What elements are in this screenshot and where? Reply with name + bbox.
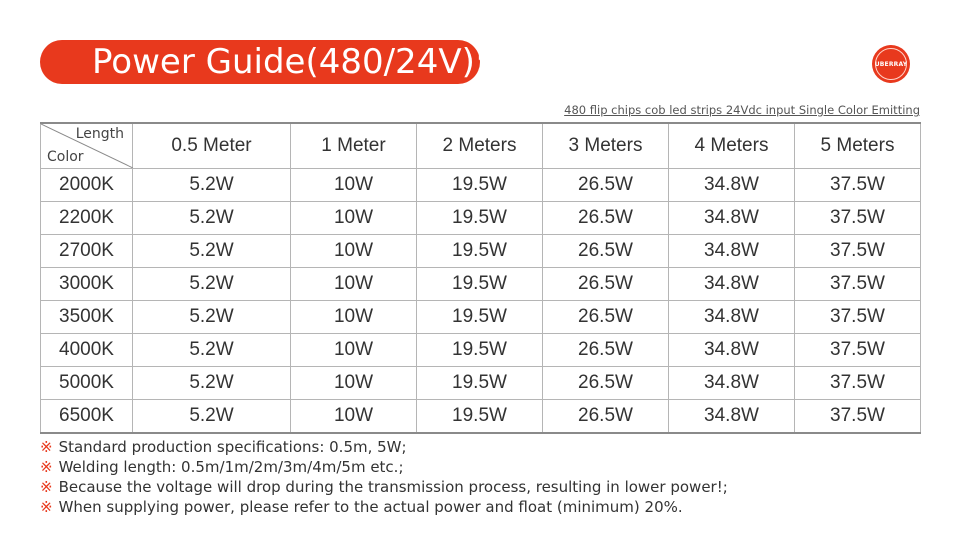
note-item [40, 457, 920, 477]
product-subtitle: 480 flip chips cob led strips 24Vdc input Single Color Emitting [564, 103, 920, 117]
color-temp-cell: 2000K [41, 169, 133, 202]
power-cell: 34.8W [669, 334, 795, 367]
note-text: When supplying power, please refer to the actual power and float (minimum) 20%. [58, 498, 683, 516]
power-cell: 19.5W [417, 202, 543, 235]
power-cell: 19.5W [417, 301, 543, 334]
note-text: Standard production specifications: 0.5m, 5W; [58, 438, 407, 456]
power-cell: 26.5W [543, 202, 669, 235]
power-cell: 10W [291, 202, 417, 235]
table-body [41, 169, 921, 434]
power-cell: 5.2W [133, 235, 291, 268]
color-temp-cell: 2700K [41, 235, 133, 268]
reference-mark-icon: ※ [40, 438, 53, 456]
table-row [41, 301, 921, 334]
power-cell: 19.5W [417, 169, 543, 202]
note-text: Because the voltage will drop during the transmission process, resulting in lower power!; [58, 478, 728, 496]
column-header: 5 Meters [795, 123, 921, 169]
table-row [41, 367, 921, 400]
power-cell: 10W [291, 169, 417, 202]
power-cell: 37.5W [795, 301, 921, 334]
power-cell: 37.5W [795, 334, 921, 367]
length-label: Length [75, 126, 124, 142]
power-cell: 37.5W [795, 169, 921, 202]
note-item [40, 497, 920, 517]
power-cell: 10W [291, 367, 417, 400]
power-cell: 5.2W [133, 169, 291, 202]
power-cell: 37.5W [795, 235, 921, 268]
header-row [41, 123, 921, 169]
reference-mark-icon: ※ [40, 498, 53, 516]
power-cell: 34.8W [669, 400, 795, 434]
power-cell: 34.8W [669, 301, 795, 334]
table-row [41, 169, 921, 202]
power-cell: 5.2W [133, 268, 291, 301]
power-cell: 5.2W [133, 400, 291, 434]
table-row [41, 334, 921, 367]
column-header: 1 Meter [291, 123, 417, 169]
note-text: Welding length: 0.5m/1m/2m/3m/4m/5m etc.; [58, 458, 404, 476]
column-header: 4 Meters [669, 123, 795, 169]
color-temp-cell: 2200K [41, 202, 133, 235]
power-cell: 5.2W [133, 334, 291, 367]
power-cell: 26.5W [543, 301, 669, 334]
power-cell: 26.5W [543, 367, 669, 400]
logo-text: UBERRAY [874, 60, 908, 68]
power-cell: 5.2W [133, 202, 291, 235]
power-cell: 19.5W [417, 235, 543, 268]
color-temp-cell: 4000K [41, 334, 133, 367]
reference-mark-icon: ※ [40, 458, 53, 476]
power-cell: 37.5W [795, 268, 921, 301]
power-cell: 34.8W [669, 169, 795, 202]
power-cell: 19.5W [417, 334, 543, 367]
power-cell: 10W [291, 301, 417, 334]
power-cell: 26.5W [543, 334, 669, 367]
power-cell: 10W [291, 400, 417, 434]
power-cell: 19.5W [417, 268, 543, 301]
color-temp-cell: 6500K [41, 400, 133, 434]
power-cell: 5.2W [133, 301, 291, 334]
column-header: 0.5 Meter [133, 123, 291, 169]
power-cell: 10W [291, 268, 417, 301]
color-temp-cell: 3000K [41, 268, 133, 301]
power-cell: 19.5W [417, 400, 543, 434]
power-cell: 26.5W [543, 235, 669, 268]
power-cell: 37.5W [795, 400, 921, 434]
logo-ring [875, 48, 907, 80]
column-header: 2 Meters [417, 123, 543, 169]
table-row [41, 235, 921, 268]
power-cell: 19.5W [417, 367, 543, 400]
page-title: Power Guide(480/24V): [92, 42, 487, 82]
power-cell: 10W [291, 235, 417, 268]
reference-mark-icon: ※ [40, 478, 53, 496]
power-cell: 34.8W [669, 367, 795, 400]
brand-logo [872, 45, 910, 83]
power-cell: 26.5W [543, 268, 669, 301]
table-row [41, 202, 921, 235]
color-temp-cell: 5000K [41, 367, 133, 400]
power-cell: 37.5W [795, 367, 921, 400]
power-cell: 26.5W [543, 169, 669, 202]
notes-list [40, 437, 920, 517]
color-label: Color [47, 149, 84, 165]
title-banner [40, 40, 487, 84]
table-row [41, 400, 921, 434]
power-cell: 5.2W [133, 367, 291, 400]
note-item [40, 477, 920, 497]
power-cell: 26.5W [543, 400, 669, 434]
table-row [41, 268, 921, 301]
note-item [40, 437, 920, 457]
corner-cell [41, 123, 133, 169]
power-cell: 10W [291, 334, 417, 367]
power-cell: 37.5W [795, 202, 921, 235]
power-cell: 34.8W [669, 235, 795, 268]
power-cell: 34.8W [669, 268, 795, 301]
column-header: 3 Meters [543, 123, 669, 169]
color-temp-cell: 3500K [41, 301, 133, 334]
power-cell: 34.8W [669, 202, 795, 235]
power-table [40, 122, 921, 434]
